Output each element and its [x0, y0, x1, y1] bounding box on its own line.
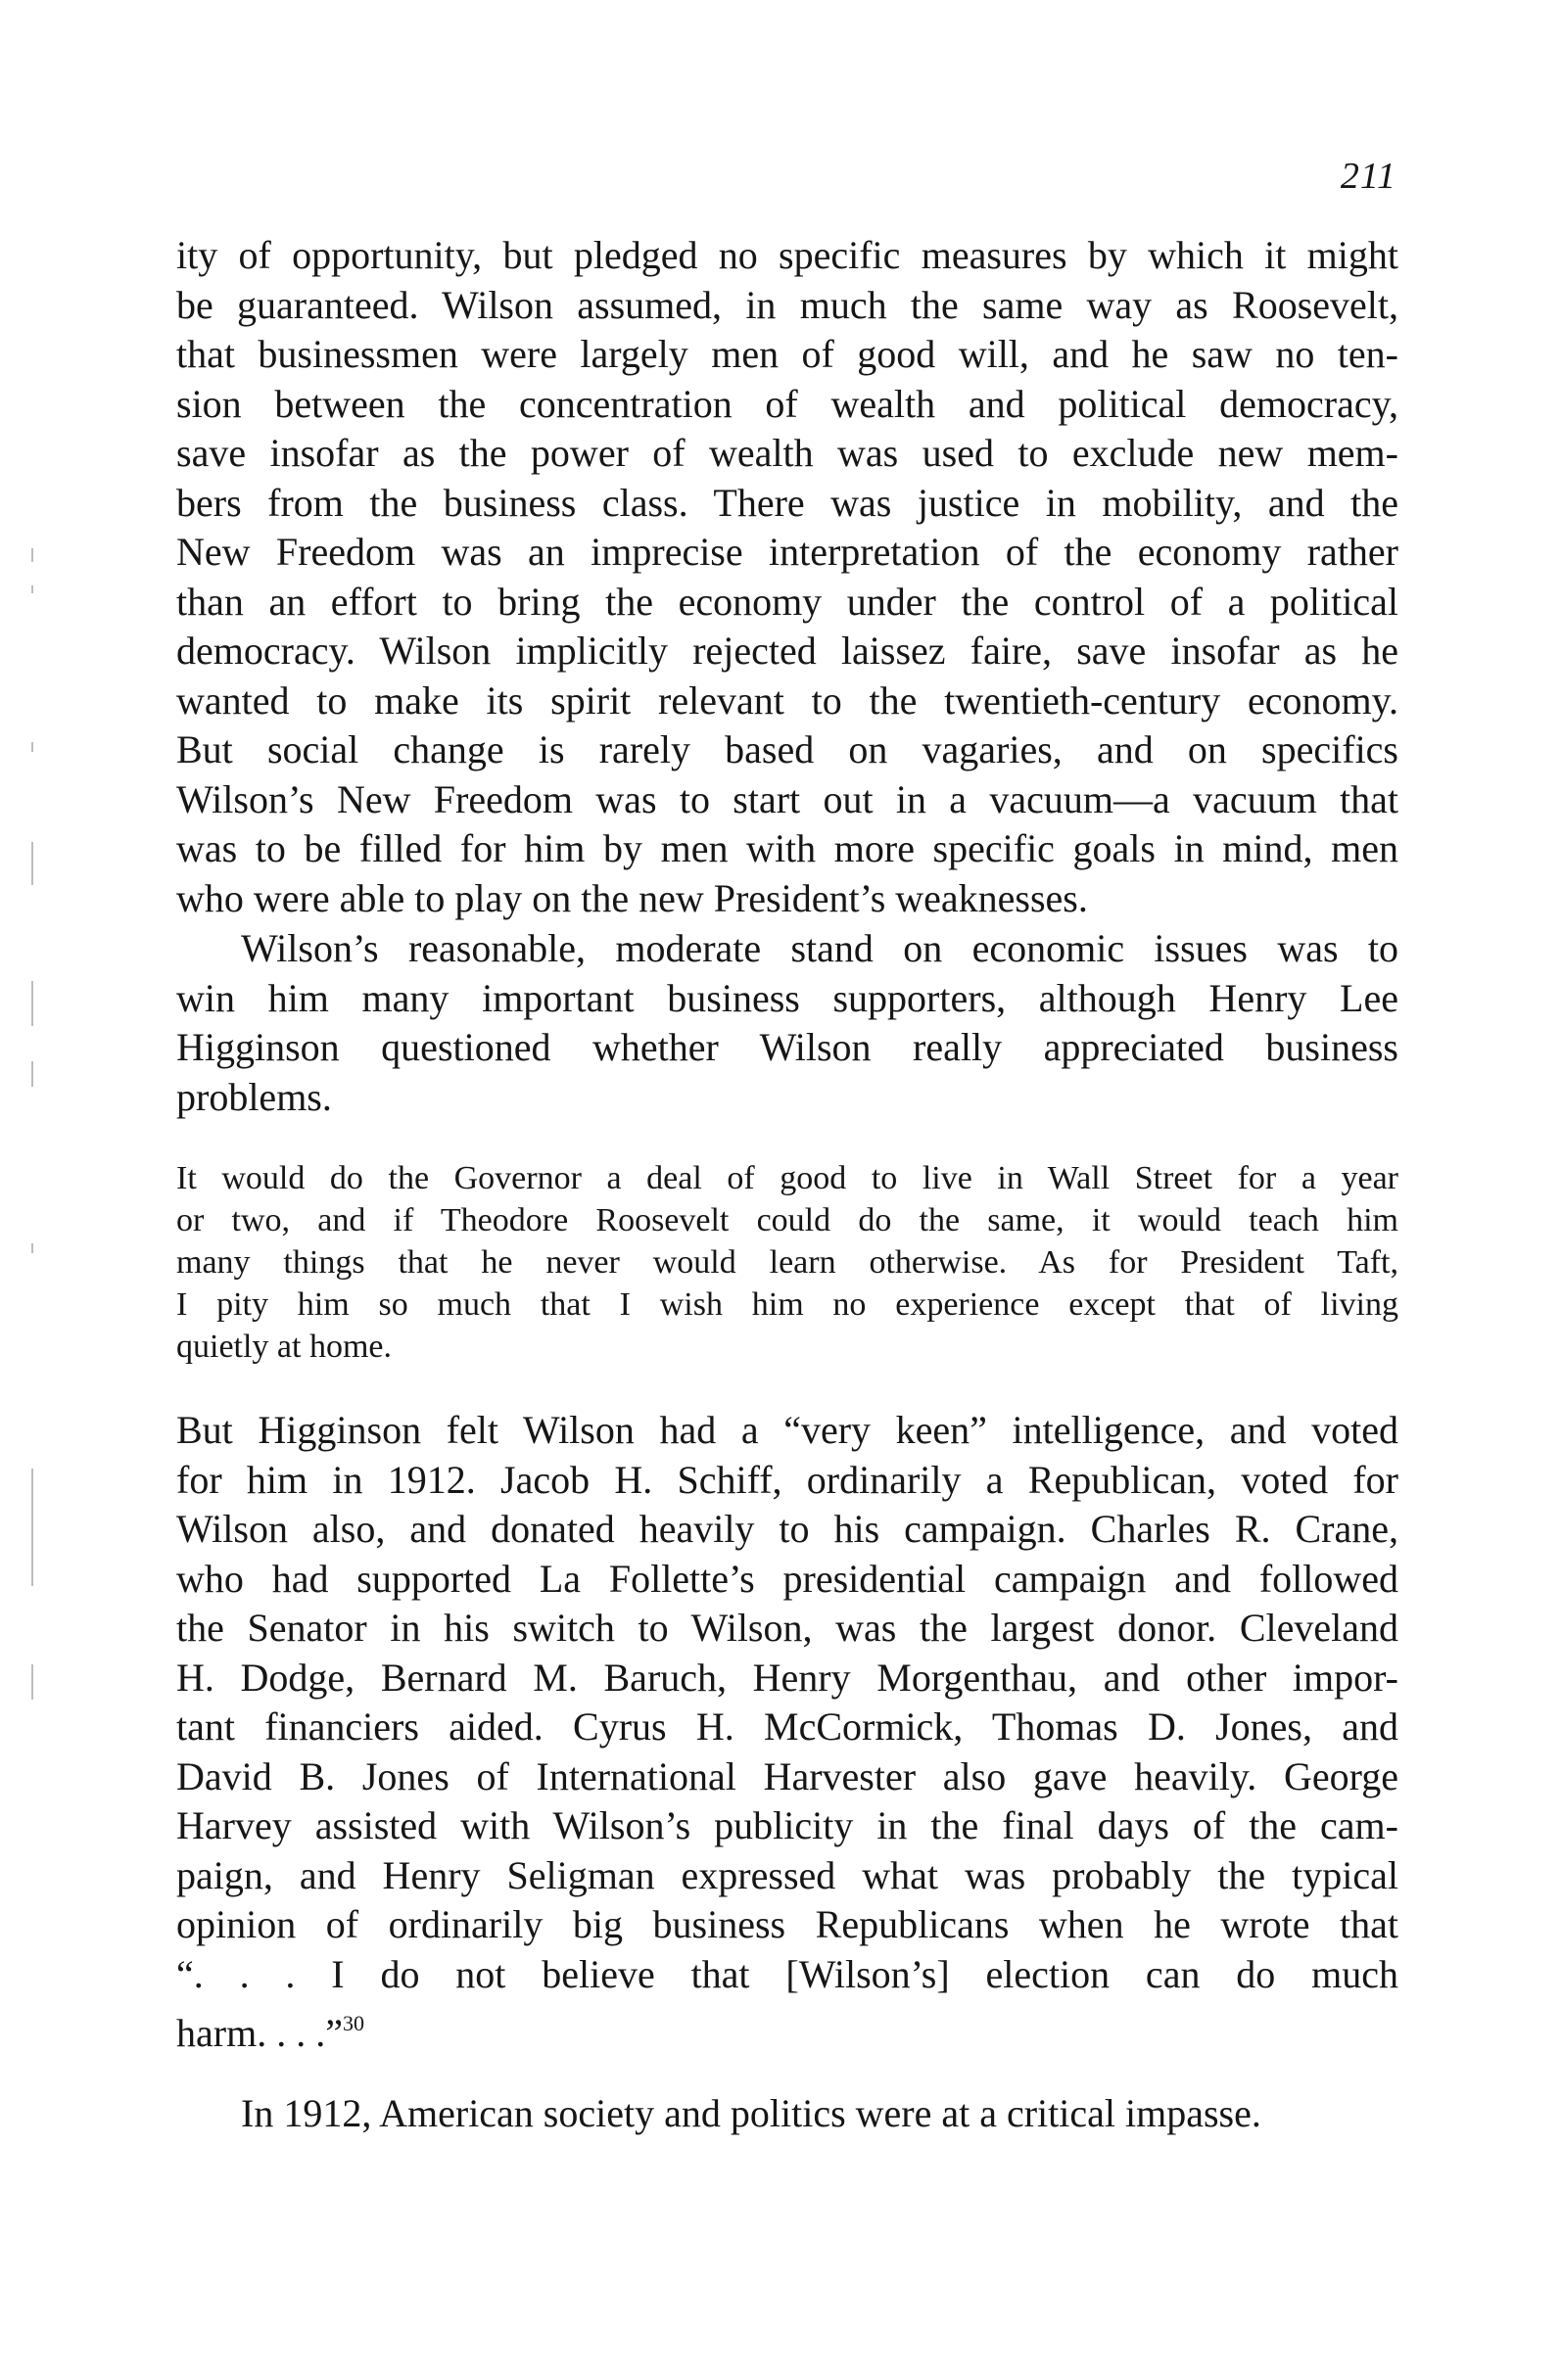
text-line: was to be filled for him by men with more specific goals in mind, men [176, 826, 1398, 870]
quote-line: It would do the Governor a deal of good to live in Wall Street for a year [176, 1160, 1398, 1196]
footnote-reference: 30 [342, 2011, 364, 2035]
page-number: 211 [1340, 156, 1396, 197]
text-line: who had supported La Follette’s presidential campaign and followed [176, 1556, 1398, 1601]
text-line: who were able to play on the new President’s weaknesses. [176, 875, 1088, 920]
text-line: David B. Jones of International Harvester also gave heavily. George [176, 1753, 1398, 1798]
scan-margin-marks [27, 529, 39, 1801]
text-line: “. . . I do not believe that [Wilson’s] election can do much [176, 1951, 1398, 1996]
scan-mark [31, 842, 33, 885]
paragraph-4 [176, 2089, 1398, 2139]
text-line: H. Dodge, Bernard M. Baruch, Henry Morgenthau, and other impor- [176, 1655, 1398, 1700]
paragraph-2 [176, 924, 1398, 1122]
text-line: In 1912, American society and politics were at a critical impasse. [241, 2091, 1261, 2135]
text-line: Wilson also, and donated heavily to his campaign. Charles R. Crane, [176, 1507, 1398, 1551]
text-line: for him in 1912. Jacob H. Schiff, ordinarily a Republican, voted for [176, 1457, 1398, 1502]
text-line: Harvey assisted with Wilson’s publicity in the final days of the cam- [176, 1803, 1398, 1847]
text-line: bers from the business class. There was justice in mobility, and the [176, 480, 1398, 525]
text-line: But social change is rarely based on vagaries, and on specifics [176, 727, 1398, 771]
text-line: than an effort to bring the economy under the control of a political [176, 579, 1398, 624]
quote-line: I pity him so much that I wish him no experience except that of living [176, 1286, 1398, 1323]
scan-mark [31, 981, 33, 1026]
text-line: wanted to make its spirit relevant to the twentieth-century economy. [176, 677, 1398, 723]
scan-mark [31, 585, 33, 593]
text-line-with-footnote [176, 1999, 1398, 2059]
text-line: democracy. Wilson implicitly rejected laissez faire, save insofar as he [176, 629, 1398, 673]
text-line: paign, and Henry Seligman expressed what was probably the typical [176, 1852, 1398, 1897]
quote-line: many things that he never would learn otherwise. As for President Taft, [176, 1244, 1398, 1281]
text-line: problems. [176, 1074, 332, 1119]
block-quote [176, 1157, 1398, 1368]
text-line: ity of opportunity, but pledged no specific measures by which it might [176, 233, 1398, 277]
scan-mark [31, 1243, 33, 1253]
scan-mark [31, 548, 33, 562]
text-line: But Higginson felt Wilson had a “very keen” intelligence, and voted [176, 1408, 1398, 1452]
text-line: be guaranteed. Wilson assumed, in much the same way as Roosevelt, [176, 282, 1398, 327]
scan-mark [31, 742, 33, 752]
scan-mark [31, 1061, 33, 1087]
quote-line: or two, and if Theodore Roosevelt could do the same, it would teach him [176, 1202, 1398, 1238]
text-line: save insofar as the power of wealth was used to exclude new mem- [176, 431, 1398, 475]
text-line: win him many important business supporters, although Henry Lee [176, 975, 1398, 1020]
text-line: Wilson’s New Freedom was to start out in a vacuum—a vacuum that [176, 776, 1398, 821]
quote-line: quietly at home. [176, 1329, 393, 1365]
text-line: that businessmen were largely men of good will, and he saw no ten- [176, 332, 1398, 376]
text-line: opinion of ordinarily big business Republicans when he wrote that [176, 1902, 1398, 1946]
text-line: tant financiers aided. Cyrus H. McCormick, Thomas D. Jones, and [176, 1704, 1398, 1749]
paragraph-1 [176, 231, 1398, 923]
text-line: Wilson’s reasonable, moderate stand on economic issues was to [241, 926, 1398, 970]
scan-mark [31, 1664, 33, 1700]
paragraph-3 [176, 1406, 1398, 2059]
text-line: the Senator in his switch to Wilson, was the largest donor. Cleveland [176, 1606, 1398, 1650]
scan-mark [31, 1469, 33, 1586]
text-line: harm. . . .” [176, 2011, 343, 2055]
text-line: sion between the concentration of wealth and political democracy, [176, 381, 1398, 426]
text-line: New Freedom was an imprecise interpretation of the economy rather [176, 530, 1398, 574]
text-line: Higginson questioned whether Wilson really appreciated business [176, 1025, 1398, 1069]
